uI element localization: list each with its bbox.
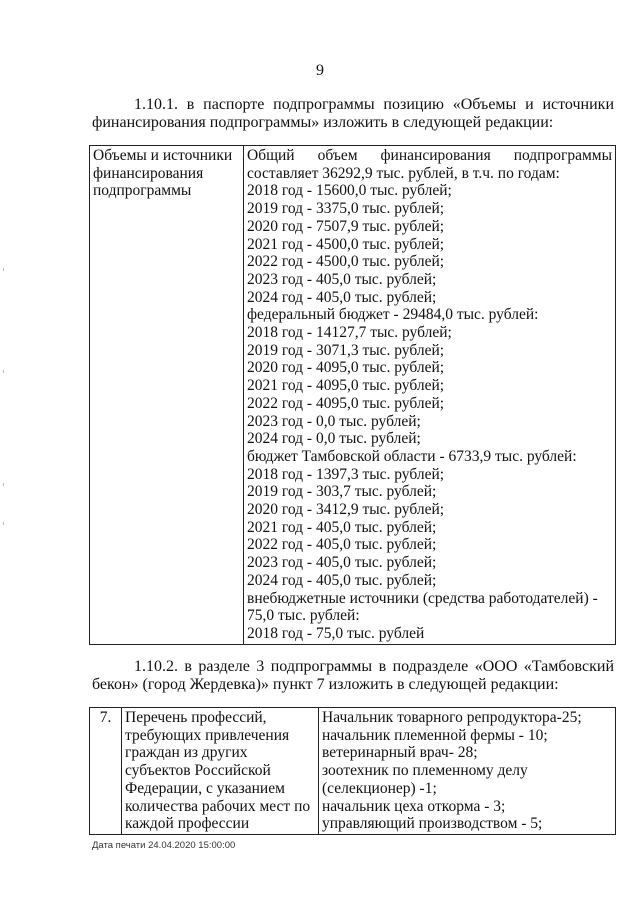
professions-list (319, 708, 616, 835)
financing-line: 2021 год - 4095,0 тыс. рублей; (247, 377, 445, 395)
financing-line: 2024 год - 0,0 тыс. рублей; (247, 430, 421, 448)
section-2-intro (92, 658, 614, 694)
financing-line: федеральный бюджет - 29484,0 тыс. рублей: (247, 306, 539, 324)
financing-line: 2023 год - 405,0 тыс. рублей; (247, 270, 437, 288)
section-1-intro (92, 96, 614, 132)
financing-line: 2022 год - 4500,0 тыс. рублей; (247, 253, 445, 271)
financing-line: 2020 год - 3412,9 тыс. рублей; (247, 501, 445, 519)
financing-line: 2020 год - 4095,0 тыс. рублей; (247, 359, 445, 377)
profession-item: управляющий производством - 5; (322, 815, 543, 833)
professions-table (89, 707, 616, 835)
profession-item: ветеринарный врач- 28; (322, 744, 478, 762)
financing-line: 2019 год - 3071,3 тыс. рублей; (247, 341, 445, 359)
section-2-intro-text: 1.10.2. в разделе 3 подпрограммы в подразделе «ООО «Тамбовский бекон» (город Жердевка)» пункт 7 изложить в следующей редакции: (92, 658, 614, 693)
financing-values (244, 146, 616, 645)
profession-item: начальник племенной фермы - 10; (322, 726, 548, 744)
professions-row (90, 708, 616, 835)
scan-edge-mark (3, 522, 4, 525)
profession-item: Начальник товарного репродуктора-25; (322, 709, 582, 726)
financing-label: Объемы и источники финансирования подпрограммы (90, 146, 244, 645)
financing-line: 2018 год - 14127,7 тыс. рублей; (247, 324, 452, 342)
financing-line: Общий объем финансирования подпрограммы составляет 36292,9 тыс. рублей, в т.ч. по годам: (247, 147, 612, 182)
professions-description: Перечень профессий, требующих привлечения граждан из других субъектов Российской Федерации, с указанием количества рабочих мест по каждой профессии (122, 708, 319, 835)
row-number: 7. (90, 708, 122, 835)
financing-line: 2018 год - 1397,3 тыс. рублей; (247, 465, 445, 483)
financing-row (90, 146, 616, 645)
financing-line: 2019 год - 303,7 тыс. рублей; (247, 483, 437, 501)
financing-line: 2018 год - 75,0 тыс. рублей (247, 624, 425, 642)
financing-line: 2022 год - 4095,0 тыс. рублей; (247, 394, 445, 412)
section-1-intro-text: 1.10.1. в паспорте подпрограммы позицию «Объемы и источники финансирования подпрограммы» изложить в следующей редакции: (92, 96, 614, 131)
page-number: 9 (316, 62, 324, 79)
financing-line: 2022 год - 405,0 тыс. рублей; (247, 536, 437, 554)
financing-line: 2024 год - 405,0 тыс. рублей; (247, 571, 437, 589)
print-date: Дата печати 24.04.2020 15:00:00 (92, 840, 236, 851)
financing-line: бюджет Тамбовской области - 6733,9 тыс. рублей: (247, 447, 577, 465)
scan-edge-mark (3, 483, 4, 486)
scan-edge-mark (3, 370, 4, 373)
profession-item: начальник цеха откорма - 3; (322, 797, 506, 815)
financing-line: внебюджетные источники (средства работодателей) - 75,0 тыс. рублей: (247, 589, 598, 625)
financing-line: 2023 год - 405,0 тыс. рублей; (247, 554, 437, 572)
financing-line: 2018 год - 15600,0 тыс. рублей; (247, 182, 452, 200)
financing-table (89, 145, 616, 645)
financing-line: 2020 год - 7507,9 тыс. рублей; (247, 217, 445, 235)
financing-line: 2021 год - 4500,0 тыс. рублей; (247, 235, 445, 253)
financing-line: 2024 год - 405,0 тыс. рублей; (247, 288, 437, 306)
financing-line: 2019 год - 3375,0 тыс. рублей; (247, 200, 445, 218)
financing-line: 2021 год - 405,0 тыс. рублей; (247, 518, 437, 536)
financing-line: 2023 год - 0,0 тыс. рублей; (247, 412, 421, 430)
profession-item: зоотехник по племенному делу (селекционер) -1; (322, 762, 528, 797)
scan-edge-mark (3, 268, 4, 271)
